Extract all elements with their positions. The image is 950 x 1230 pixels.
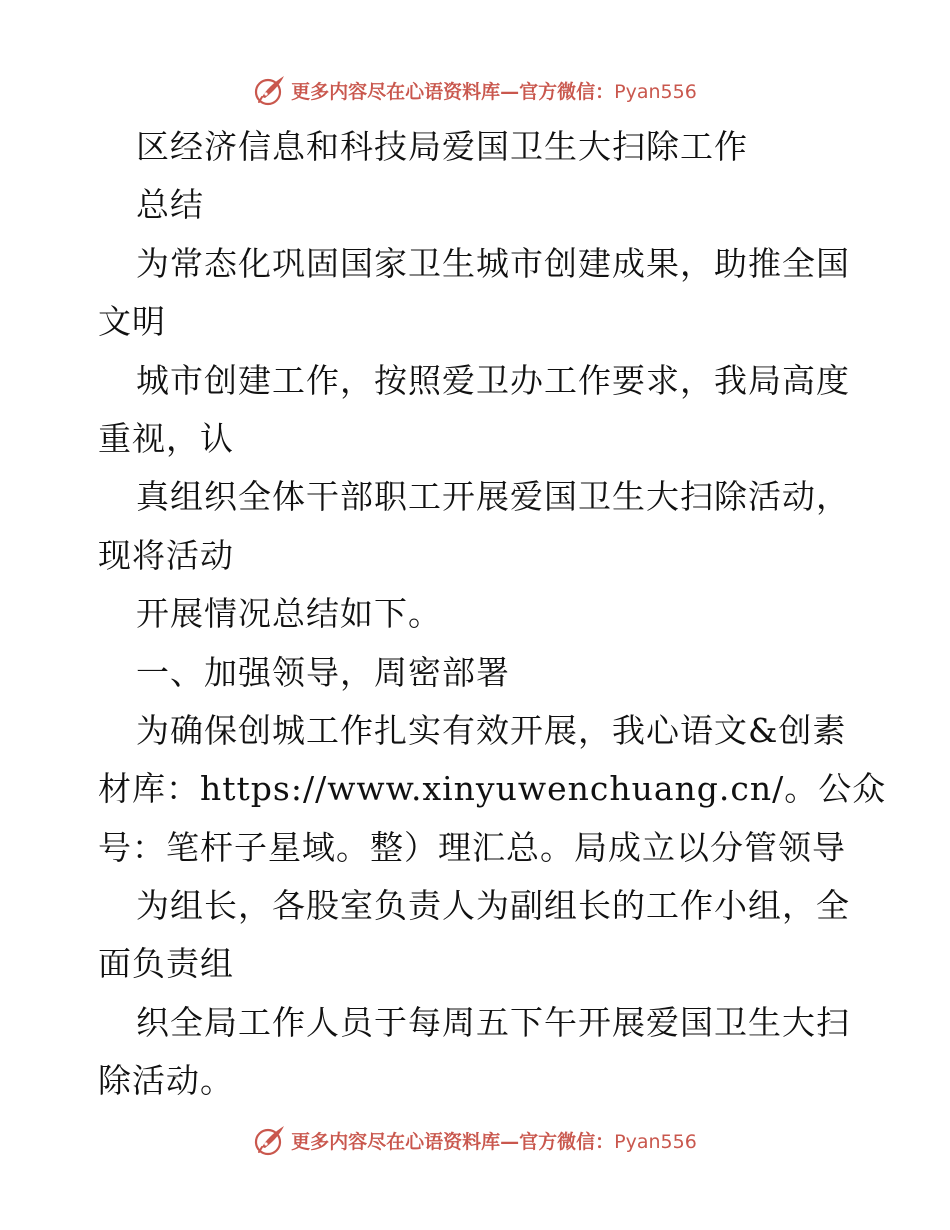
watermark-text (291, 1127, 697, 1154)
watermark-text-cn: 更多内容尽在心语资料库—官方微信： (291, 80, 615, 103)
text-line: 为确保创城工作扎实有效开展，我心语文&创素 (136, 710, 847, 750)
watermark-text (291, 77, 697, 104)
text-line: 为组长，各股室负责人为副组长的工作小组，全 (136, 886, 850, 926)
quill-pen-logo-icon (253, 73, 287, 107)
text-line-with-url: 材库：https://www.xinyuwenchuang.cn/。公众 (98, 769, 887, 809)
text-line: 号：笔杆子星域。整）理汇总。局成立以分管领导 (98, 827, 846, 867)
text-line: 现将活动 (98, 535, 234, 575)
text-line: 织全局工作人员于每周五下午开展爱国卫生大扫 (136, 1002, 850, 1042)
text-line: 文明 (98, 302, 166, 342)
watermark-text-cn: 更多内容尽在心语资料库—官方微信： (291, 1130, 615, 1153)
watermark-wechat-id: Pyan556 (614, 1130, 697, 1153)
section-heading: 一、加强领导，周密部署 (136, 652, 510, 692)
text-line: 为常态化巩固国家卫生城市创建成果，助推全国 (136, 243, 850, 283)
text-line: 开展情况总结如下。 (136, 594, 442, 634)
quill-pen-logo-icon (253, 1123, 287, 1157)
text-line: 重视，认 (98, 418, 234, 458)
text-line: 总结 (136, 185, 204, 225)
text-line: 城市创建工作，按照爱卫办工作要求，我局高度 (136, 360, 850, 400)
watermark-wechat-id: Pyan556 (614, 80, 697, 103)
header-watermark (0, 70, 950, 110)
document-body (98, 118, 887, 1111)
text-line: 面负责组 (98, 944, 234, 984)
text-line: 除活动。 (98, 1061, 234, 1101)
text-line: 区经济信息和科技局爱国卫生大扫除工作 (136, 127, 748, 166)
text-line: 真组织全体干部职工开展爱国卫生大扫除活动， (136, 477, 850, 517)
footer-watermark (0, 1120, 950, 1160)
